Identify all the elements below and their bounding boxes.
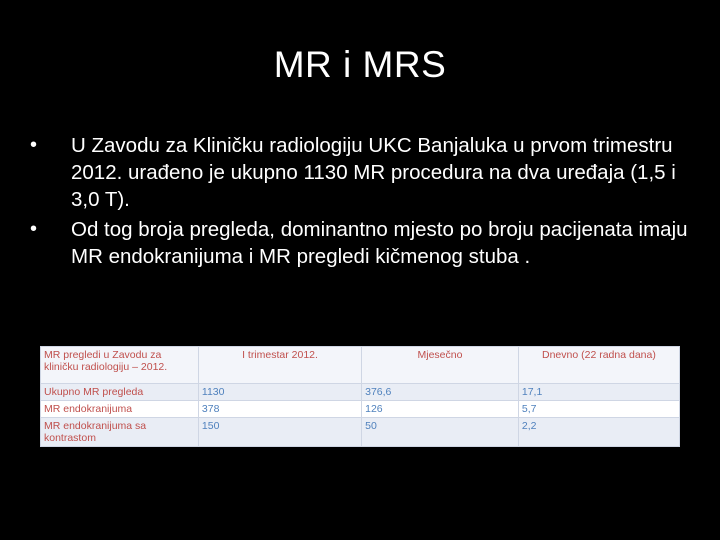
table-row bbox=[41, 401, 680, 418]
table-cell: 50 bbox=[362, 418, 519, 447]
slide-title: MR i MRS bbox=[273, 44, 447, 85]
table-header-cell: Dnevno (22 radna dana) bbox=[518, 347, 679, 384]
table-cell: 126 bbox=[362, 401, 519, 418]
bullet-text: Od tog broja pregleda, dominantno mjesto po broju pacijenata imaju MR endokranijuma i MR pregledi kičmenog stuba . bbox=[71, 218, 688, 268]
table-cell: 5,7 bbox=[518, 401, 679, 418]
bullet-text: U Zavodu za Kliničku radiologiju UKC Banjaluka u prvom trimestru 2012. urađeno je ukupno 1130 MR procedura na dva uređaja (1,5 i 3,0 T). bbox=[71, 134, 676, 211]
table-cell: 376,6 bbox=[362, 384, 519, 401]
mr-statistics-table bbox=[40, 346, 680, 447]
table-header-cell: Mjesečno bbox=[362, 347, 519, 384]
table-cell-label: MR endokranijuma bbox=[41, 401, 199, 418]
table-cell-label: Ukupno MR pregleda bbox=[41, 384, 199, 401]
table-header-cell: I trimestar 2012. bbox=[198, 347, 361, 384]
table-cell: 2,2 bbox=[518, 418, 679, 447]
table-cell: 150 bbox=[198, 418, 361, 447]
table-cell-label: MR endokranijuma sa kontrastom bbox=[41, 418, 199, 447]
bullet-item bbox=[30, 132, 690, 213]
table-header-cell: MR pregledi u Zavodu za kliničku radiologiju – 2012. bbox=[41, 347, 199, 384]
table-header-row bbox=[41, 347, 680, 384]
bullet-icon: • bbox=[30, 134, 38, 156]
table-row bbox=[41, 384, 680, 401]
table-row bbox=[41, 418, 680, 447]
bullet-item bbox=[30, 216, 690, 270]
table-cell: 378 bbox=[198, 401, 361, 418]
bullet-icon: • bbox=[30, 218, 38, 240]
table-cell: 17,1 bbox=[518, 384, 679, 401]
table-cell: 1130 bbox=[198, 384, 361, 401]
bullet-list bbox=[30, 132, 690, 273]
